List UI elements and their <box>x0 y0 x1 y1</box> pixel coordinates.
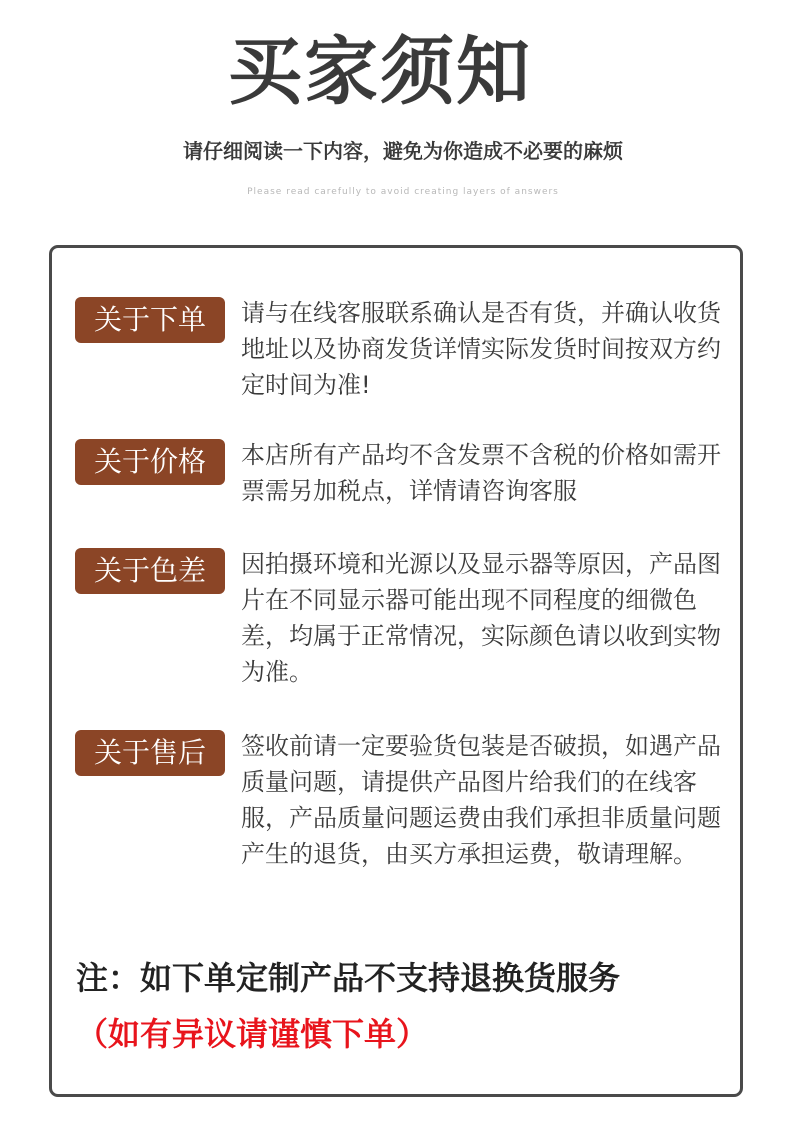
section-text-color-difference: 因拍摄环境和光源以及显示器等原因，产品图片在不同显示器可能出现不同程度的细微色差，均属于正常情况，实际颜色请以收到实物为准。 <box>241 550 721 686</box>
section-text-ordering: 请与在线客服联系确认是否有货，并确认收货地址以及协商发货详情实际发货时间按双方约定时间为准! <box>241 299 721 399</box>
caution-note: （如有异议请谨慎下单） <box>76 1015 429 1053</box>
custom-order-note: 注：如下单定制产品不支持退换货服务 <box>76 959 621 997</box>
page-subtitle: 请仔细阅读一下内容，避免为你造成不必要的麻烦 <box>183 139 623 163</box>
section-text-after-sales: 签收前请一定要验货包装是否破损，如遇产品质量问题，请提供产品图片给我们的在线客服，产品质量问题运费由我们承担非质量问题产生的退货，由买方承担运费，敬请理解。 <box>241 732 721 868</box>
section-badge-ordering: 关于下单 <box>75 297 225 343</box>
section-text-pricing: 本店所有产品均不含发票不含税的价格如需开票需另加税点，详情请咨询客服 <box>241 441 721 505</box>
section-badge-color-difference: 关于色差 <box>75 548 225 594</box>
section-badge-pricing: 关于价格 <box>75 439 225 485</box>
notice-panel <box>49 245 743 1097</box>
page-title: 买家须知 <box>228 29 532 115</box>
section-badge-after-sales: 关于售后 <box>75 730 225 776</box>
page-subtitle-english: Please read carefully to avoid creating layers of answers <box>247 187 559 197</box>
